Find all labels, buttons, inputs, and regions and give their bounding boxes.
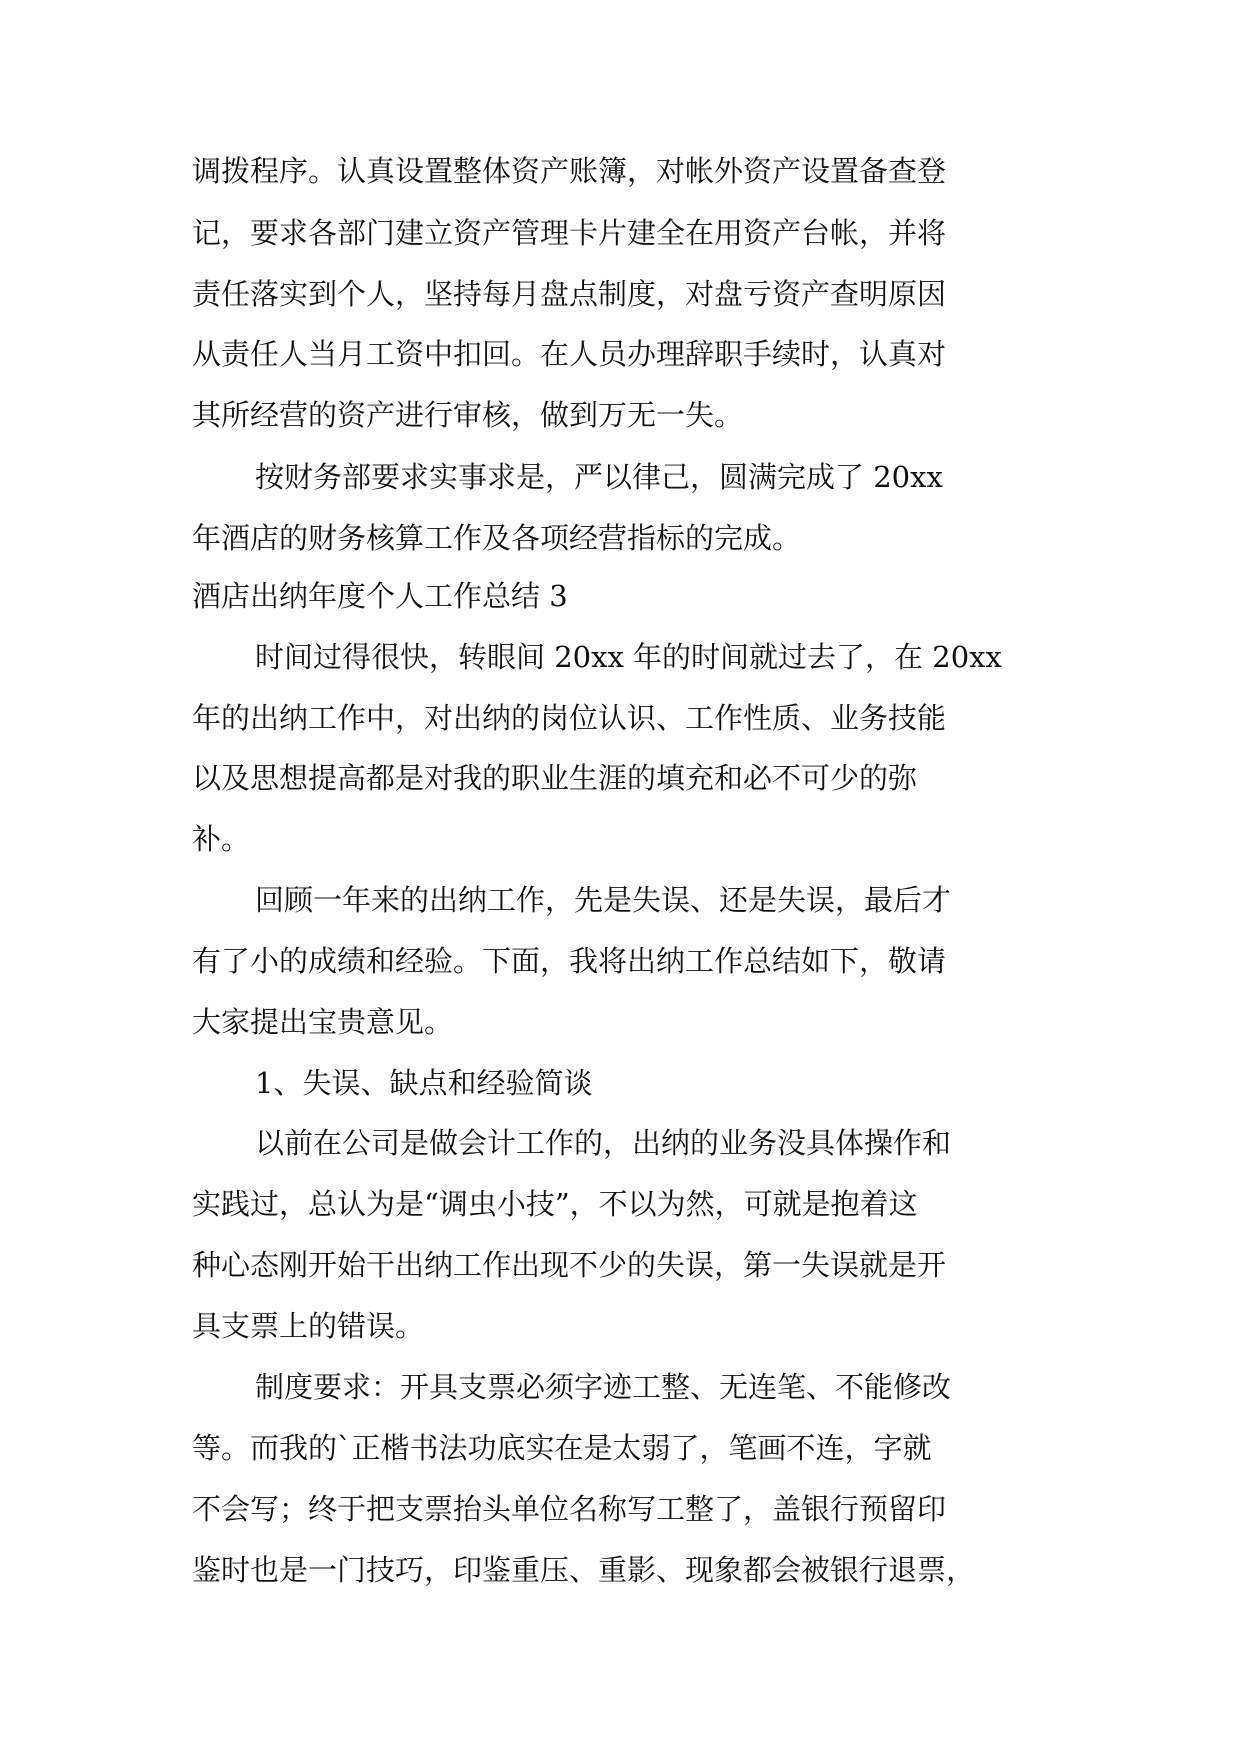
list-heading: 1、失误、缺点和经验简谈 [255,1066,593,1100]
text-line: 实践过，总认为是“调虫小技”，不以为然，可就是抱着这 [192,1187,918,1221]
text-line: 从责任人当月工资中扣回。在人员办理辞职手续时，认真对 [192,337,947,371]
text-line: 种心态刚开始干出纳工作出现不少的失误，第一失误就是开 [192,1248,947,1282]
text-line: 不会写；终于把支票抬头单位名称写工整了，盖银行预留印 [192,1492,947,1526]
paragraph-start-line: 回顾一年来的出纳工作，先是失误、还是失误，最后才 [255,883,952,917]
text-line: 具支票上的错误。 [192,1309,425,1343]
text-line: 年的出纳工作中，对出纳的岗位认识、工作性质、业务技能 [192,701,947,735]
text-line: 等。而我的`正楷书法功底实在是太弱了，笔画不连，字就 [192,1431,932,1465]
paragraph-start-line: 按财务部要求实事求是，严以律己，圆满完成了 20xx [255,460,943,494]
paragraph-start-line: 时间过得很快，转眼间 20xx 年的时间就过去了，在 20xx [255,640,1002,674]
text-line: 补。 [192,822,251,856]
paragraph-start-line: 以前在公司是做会计工作的，出纳的业务没具体操作和 [255,1126,952,1160]
text-line: 鉴时也是一门技巧，印鉴重压、重影、现象都会被银行退票， [192,1553,976,1587]
text-line: 有了小的成绩和经验。下面，我将出纳工作总结如下，敬请 [192,944,947,978]
text-line: 调拨程序。认真设置整体资产账簿，对帐外资产设置备查登 [192,154,947,188]
text-line: 以及思想提高都是对我的职业生涯的填充和必不可少的弥 [192,761,918,795]
text-line: 记，要求各部门建立资产管理卡片建全在用资产台帐，并将 [192,216,947,250]
section-heading: 酒店出纳年度个人工作总结 3 [192,579,568,613]
text-line: 其所经营的资产进行审核，做到万无一失。 [192,398,744,432]
text-line: 大家提出宝贵意见。 [192,1005,454,1039]
text-line: 年酒店的财务核算工作及各项经营指标的完成。 [192,521,802,555]
text-line: 责任落实到个人，坚持每月盘点制度，对盘亏资产查明原因 [192,277,947,311]
paragraph-start-line: 制度要求：开具支票必须字迹工整、无连笔、不能修改 [255,1370,952,1404]
